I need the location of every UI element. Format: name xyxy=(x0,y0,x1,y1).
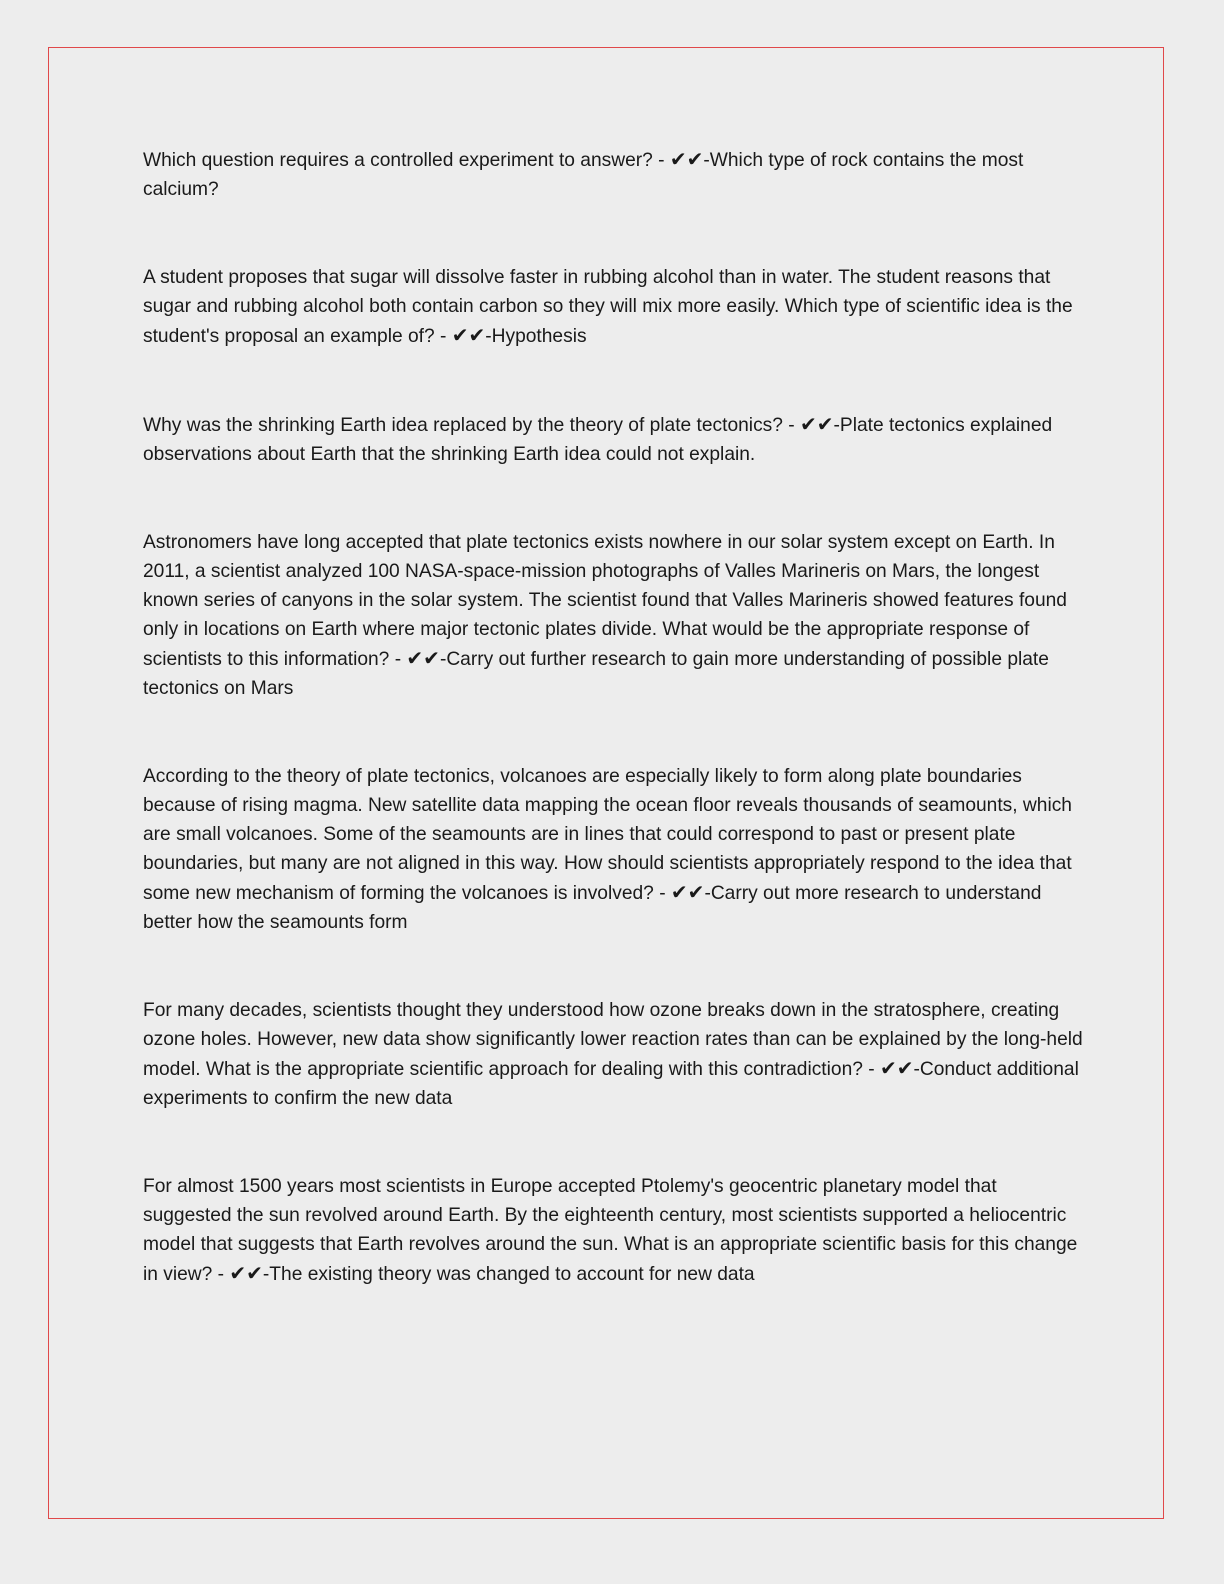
separator: - xyxy=(434,326,452,347)
double-check-icon: ✔✔ xyxy=(451,323,486,347)
separator: - xyxy=(389,649,407,670)
double-check-icon: ✔✔ xyxy=(406,646,440,670)
answer-text: -Conduct additional experiments to confirm the new data xyxy=(143,1059,1079,1109)
separator: - xyxy=(652,150,670,171)
document-body xyxy=(143,145,1083,1348)
question-text: According to the theory of plate tectonics, volcanoes are especially likely to form along plate boundaries because of rising magma. New satellite data mapping the ocean floor reveals thousands of seamounts, which are small volcanoes. Some of the seamounts are in lines that could correspond to past or present plate boundaries, but many are not aligned in this way. How should scientists appropriately respond to the idea that some new mechanism of forming the volcanoes is involved? xyxy=(143,766,1072,904)
qa-item xyxy=(143,762,1083,937)
qa-item xyxy=(143,410,1083,469)
separator: - xyxy=(212,1264,230,1285)
qa-item xyxy=(143,996,1083,1113)
qa-item xyxy=(143,528,1083,703)
qa-item xyxy=(143,263,1083,351)
double-check-icon: ✔✔ xyxy=(879,1056,914,1080)
qa-item xyxy=(143,145,1083,204)
separator: - xyxy=(782,415,800,436)
double-check-icon: ✔✔ xyxy=(670,880,705,904)
answer-text: -Plate tectonics explained observations about Earth that the shrinking Earth idea could not explain. xyxy=(143,415,1053,465)
answer-text: -Carry out further research to gain more understanding of possible plate tectonics on Mars xyxy=(143,649,1049,699)
qa-item xyxy=(143,1172,1083,1289)
question-text: For almost 1500 years most scientists in Europe accepted Ptolemy's geocentric planetary model that suggested the sun revolved around Earth. By the eighteenth century, most scientists supported a heliocentric model that suggests that Earth revolves around the sun. What is an appropriate scientific basis for this change in view? xyxy=(143,1176,1078,1285)
answer-text: -The existing theory was changed to account for new data xyxy=(262,1264,755,1285)
answer-text: -Carry out more research to understand better how the seamounts form xyxy=(143,883,1042,933)
double-check-icon: ✔✔ xyxy=(229,1261,263,1285)
question-text: Astronomers have long accepted that plate tectonics exists nowhere in our solar system except on Earth. In 2011, a scientist analyzed 100 NASA-space-mission photographs of Valles Marineris on Mars, the longest known series of canyons in the solar system. The scientist found that Valles Marineris showed features found only in locations on Earth where major tectonic plates divide. What would be the appropriate response of scientists to this information? xyxy=(143,532,1067,670)
question-text: For many decades, scientists thought they understood how ozone breaks down in the stratosphere, creating ozone holes. However, new data show significantly lower reaction rates than can be explained by the long-held model. What is the appropriate scientific approach for dealing with this contradiction? xyxy=(143,1000,1083,1080)
answer-text: -Hypothesis xyxy=(485,326,587,347)
answer-text: -Which type of rock contains the most calcium? xyxy=(143,150,1024,200)
question-text: Why was the shrinking Earth idea replaced by the theory of plate tectonics? xyxy=(143,415,783,436)
question-text: A student proposes that sugar will dissolve faster in rubbing alcohol than in water. The student reasons that sugar and rubbing alcohol both contain carbon so they will mix more easily. Which type of scientific idea is the student's proposal an example of? xyxy=(143,267,1073,347)
double-check-icon: ✔✔ xyxy=(800,412,834,436)
separator: - xyxy=(862,1059,880,1080)
double-check-icon: ✔✔ xyxy=(669,147,704,171)
question-text: Which question requires a controlled experiment to answer? xyxy=(143,150,653,171)
separator: - xyxy=(653,883,671,904)
